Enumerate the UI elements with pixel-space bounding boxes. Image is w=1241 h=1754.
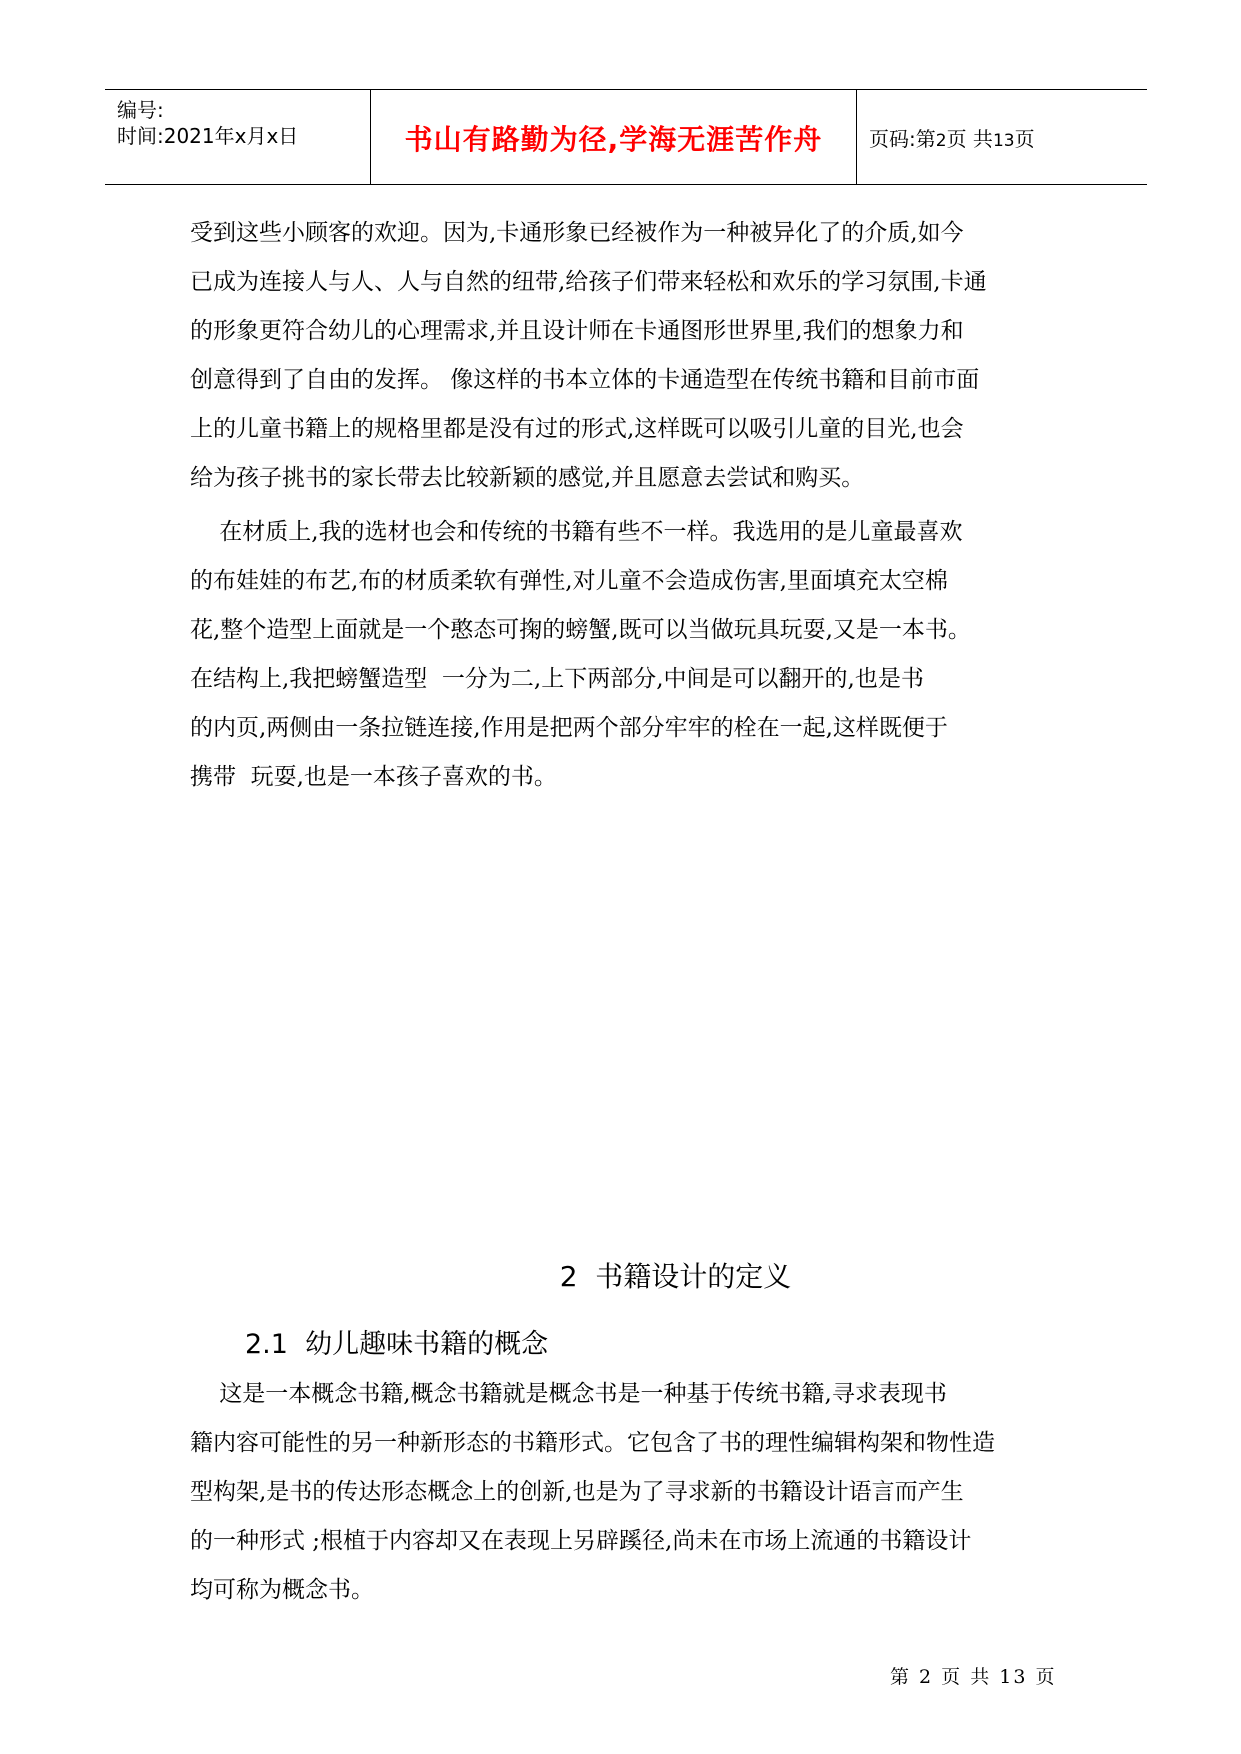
text-line: 花,整个造型上面就是一个憨态可掬的螃蟹,既可以当做玩具玩耍,又是一本书。 bbox=[190, 617, 971, 643]
text-line: 已成为连接人与人、人与自然的纽带,给孩子们带来轻松和欢乐的学习氛围,卡通 bbox=[190, 269, 987, 295]
header-meta-cell bbox=[105, 90, 370, 184]
text-line: 的布娃娃的布艺,布的材质柔软有弹性,对儿童不会造成伤害,里面填充太空棉 bbox=[190, 568, 948, 594]
serial-label: 编号: bbox=[117, 98, 164, 122]
header-page-cell bbox=[857, 90, 1147, 184]
text-line: 的内页,两侧由一条拉链连接,作用是把两个部分牢牢的栓在一起,这样既便于 bbox=[190, 715, 948, 741]
text-line: 的形象更符合幼儿的心理需求,并且设计师在卡通图形世界里,我们的想象力和 bbox=[190, 318, 964, 344]
text-line: 的一种形式 ;根植于内容却又在表现上另辟蹊径,尚未在市场上流通的书籍设计 bbox=[190, 1528, 972, 1554]
document-header bbox=[105, 89, 1147, 185]
page-total: 13 bbox=[992, 131, 1015, 151]
text-line: 型构架,是书的传达形态概念上的创新,也是为了寻求新的书籍设计语言而产生 bbox=[190, 1479, 964, 1505]
body-section-2 bbox=[190, 1370, 1060, 1615]
header-motto-cell bbox=[370, 90, 857, 184]
text-line: 上的儿童书籍上的规格里都是没有过的形式,这样既可以吸引儿童的目光,也会 bbox=[190, 416, 964, 442]
motto: 书山有路勤为径,学海无涯苦作舟 bbox=[404, 123, 823, 156]
text-line: 均可称为概念书。 bbox=[190, 1577, 374, 1603]
text-line: 在结构上,我把螃蟹造型 一分为二,上下两部分,中间是可以翻开的,也是书 bbox=[190, 666, 924, 692]
body-section-1-paragraph-2 bbox=[190, 508, 1060, 802]
text-line: 给为孩子挑书的家长带去比较新颖的感觉,并且愿意去尝试和购买。 bbox=[190, 465, 865, 491]
text-line: 携带 玩耍,也是一本孩子喜欢的书。 bbox=[190, 764, 557, 790]
page-footer: 第 2 页 共 13 页 bbox=[890, 1666, 1057, 1688]
section-title: 2.1 幼儿趣味书籍的概念 bbox=[245, 1329, 549, 1360]
time-label: 时间:2021年x月x日 bbox=[117, 124, 299, 148]
chapter-title: 2 书籍设计的定义 bbox=[559, 1260, 792, 1293]
page-label: 页码:第 bbox=[869, 127, 936, 151]
text-line: 创意得到了自由的发挥。 像这样的书本立体的卡通造型在传统书籍和目前市面 bbox=[190, 367, 980, 393]
body-section-1 bbox=[190, 209, 1060, 503]
page-end: 页 bbox=[1014, 127, 1035, 151]
page-number: 2 bbox=[935, 131, 947, 151]
page-mid: 页 共 bbox=[946, 127, 993, 151]
text-line: 籍内容可能性的另一种新形态的书籍形式。它包含了书的理性编辑构架和物性造 bbox=[190, 1430, 995, 1456]
text-line: 受到这些小顾客的欢迎。因为,卡通形象已经被作为一种被异化了的介质,如今 bbox=[190, 220, 964, 246]
page-info bbox=[869, 123, 1035, 152]
text-line: 在材质上,我的选材也会和传统的书籍有些不一样。我选用的是儿童最喜欢 bbox=[190, 519, 963, 545]
text-line: 这是一本概念书籍,概念书籍就是概念书是一种基于传统书籍,寻求表现书 bbox=[190, 1381, 947, 1407]
